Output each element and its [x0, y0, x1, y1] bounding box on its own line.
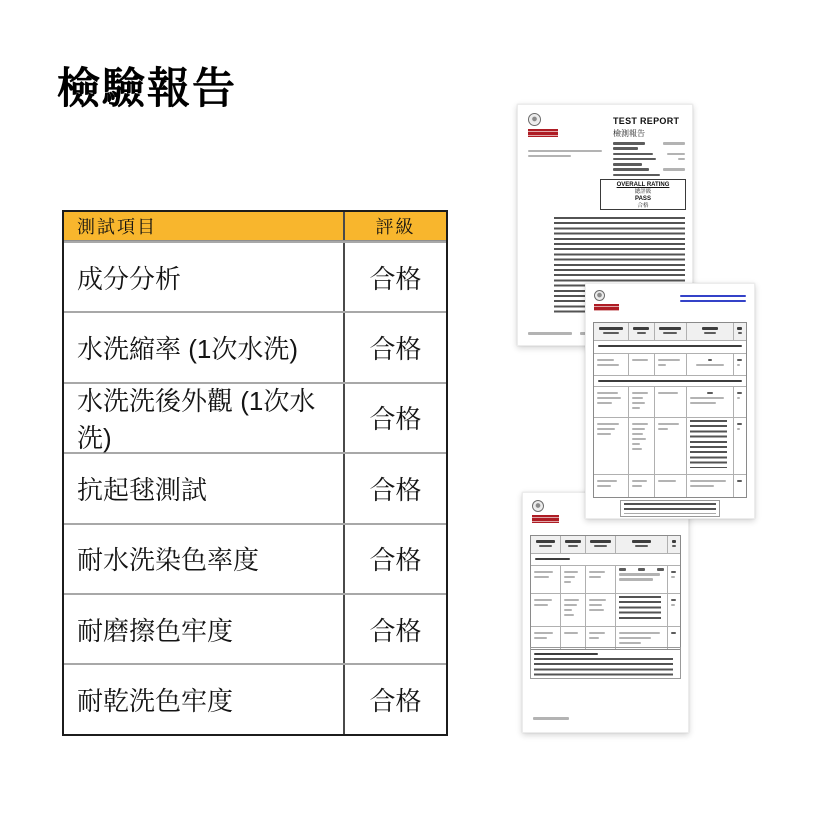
text-line — [565, 540, 581, 543]
text-line — [632, 423, 648, 426]
rating-cell: 合格 — [369, 686, 422, 717]
test-item-cell: 耐水洗染色率度 — [64, 525, 345, 593]
text-line — [680, 295, 746, 298]
text-line — [528, 155, 571, 158]
text-line — [690, 397, 724, 400]
column-header-rating: 評級 — [375, 217, 416, 237]
text-line — [564, 576, 575, 579]
overall-result-zh: 合格 — [637, 203, 649, 210]
text-line — [678, 158, 685, 161]
text-line — [613, 147, 638, 150]
text-line — [589, 632, 605, 635]
result-row — [594, 354, 746, 376]
text-line — [619, 637, 651, 640]
text-line — [638, 568, 645, 571]
section-label — [531, 554, 680, 566]
text-line — [603, 332, 618, 335]
text-line — [619, 642, 642, 645]
text-line — [564, 581, 571, 584]
text-line — [738, 332, 742, 335]
text-line — [632, 443, 640, 446]
table-row — [64, 382, 446, 452]
report-title-block — [613, 116, 679, 139]
test-results-table — [62, 210, 448, 736]
text-line — [534, 604, 548, 607]
text-lines — [534, 658, 673, 676]
text-line — [597, 433, 611, 436]
results-table — [530, 535, 681, 650]
text-line — [737, 397, 741, 400]
text-line — [632, 407, 640, 410]
text-lines — [624, 503, 717, 514]
text-line — [708, 359, 712, 362]
text-line — [737, 428, 741, 431]
text-line — [534, 576, 549, 579]
text-line — [599, 327, 623, 330]
test-item-cell: 水洗縮率 (1次水洗) — [64, 313, 345, 381]
text-line — [658, 392, 678, 395]
test-item-cell: 成分分析 — [64, 243, 345, 311]
text-line — [658, 359, 680, 362]
text-line — [619, 573, 660, 576]
text-line — [632, 359, 648, 362]
text-line — [632, 397, 643, 400]
text-line — [589, 637, 599, 640]
text-line — [534, 632, 553, 635]
table-row — [64, 452, 446, 522]
result-row — [531, 627, 680, 649]
table-row — [64, 241, 446, 311]
certifier-logo — [594, 290, 619, 311]
text-line — [613, 163, 642, 166]
test-item-cell: 耐乾洗色牢度 — [64, 665, 345, 733]
rating-cell: 合格 — [369, 334, 422, 365]
certifier-banner — [594, 304, 619, 311]
text-line — [690, 402, 716, 405]
text-line — [632, 438, 646, 441]
text-line — [633, 327, 649, 330]
rating-cell: 合格 — [369, 263, 422, 294]
text-line — [589, 576, 600, 579]
text-line — [672, 545, 676, 548]
results-table-header — [531, 536, 680, 554]
text-line — [613, 153, 653, 156]
text-line — [597, 397, 621, 400]
text-line — [597, 364, 619, 367]
result-row — [594, 475, 746, 497]
certifier-logo — [528, 113, 558, 137]
test-item-cell: 抗起毬測試 — [64, 454, 345, 522]
text-line — [589, 604, 602, 607]
text-line — [619, 578, 653, 581]
test-item-cell: 水洗洗後外觀 (1次水洗) — [64, 384, 345, 452]
page-title: 檢驗報告 — [57, 65, 237, 113]
text-line — [598, 345, 742, 348]
table-row — [64, 663, 446, 733]
text-line — [564, 632, 578, 635]
text-line — [536, 540, 555, 543]
certifier-logo — [532, 500, 559, 523]
text-line — [564, 614, 574, 617]
text-line — [632, 402, 645, 405]
text-line — [704, 332, 716, 335]
results-table-header — [594, 323, 746, 341]
text-line — [671, 576, 675, 579]
certifier-emblem-icon — [528, 113, 541, 126]
text-line — [737, 392, 742, 395]
result-row — [531, 594, 680, 627]
text-line — [663, 142, 685, 145]
text-line — [594, 545, 607, 548]
result-row — [594, 387, 746, 418]
overall-rating-label-zh: 總評級 — [634, 189, 652, 196]
report-title: TEST REPORT — [613, 116, 680, 126]
text-line — [564, 599, 580, 602]
overall-rating-label-en: OVERALL RATING — [616, 182, 670, 188]
result-row — [531, 566, 680, 594]
text-line — [659, 327, 681, 330]
text-line — [528, 332, 572, 335]
column-header-test-item: 測試項目 — [64, 212, 345, 240]
overall-rating-box — [600, 179, 686, 210]
overall-result-en: PASS — [635, 195, 651, 202]
text-line — [534, 571, 553, 574]
text-line — [597, 480, 617, 483]
text-line — [632, 433, 643, 436]
results-table — [593, 322, 747, 498]
text-line — [632, 392, 648, 395]
text-line — [535, 558, 570, 561]
text-line — [737, 480, 742, 483]
text-line — [597, 392, 618, 395]
text-line — [619, 568, 626, 571]
result-row — [594, 418, 746, 475]
summary-sub-table — [620, 500, 721, 517]
text-line — [613, 142, 645, 145]
text-line — [707, 392, 713, 395]
text-line — [690, 485, 714, 488]
report-ref-number — [680, 292, 746, 302]
text-line — [635, 545, 649, 548]
text-line — [680, 300, 746, 303]
text-line — [658, 428, 668, 431]
table-row — [64, 593, 446, 663]
text-line — [528, 150, 602, 153]
text-line — [589, 599, 606, 602]
text-line — [619, 632, 660, 635]
text-line — [690, 480, 726, 483]
report-footer — [533, 715, 573, 723]
text-line — [671, 632, 676, 635]
text-line — [564, 571, 579, 574]
text-line — [632, 485, 642, 488]
text-line — [658, 364, 667, 367]
text-line — [597, 428, 615, 431]
text-line — [632, 428, 645, 431]
text-line — [696, 364, 724, 367]
text-line — [597, 402, 612, 405]
text-line — [534, 599, 552, 602]
text-line — [632, 480, 647, 483]
text-line — [672, 540, 677, 543]
text-line — [737, 423, 742, 426]
text-line — [568, 545, 577, 548]
text-line — [637, 332, 646, 335]
section-label — [594, 376, 746, 387]
text-line — [702, 327, 718, 330]
text-line — [564, 604, 577, 607]
section-label — [594, 341, 746, 354]
text-line — [632, 540, 650, 543]
text-line — [737, 327, 742, 330]
text-line — [590, 540, 611, 543]
report-page-3 — [522, 492, 689, 733]
text-line — [737, 364, 741, 367]
text-line — [597, 485, 611, 488]
text-line — [671, 604, 675, 607]
rating-cell: 合格 — [369, 545, 422, 576]
text-line — [667, 153, 685, 156]
text-line — [597, 359, 614, 362]
notes-block — [530, 647, 681, 679]
text-line — [657, 568, 664, 571]
certifier-banner — [528, 129, 558, 137]
text-line — [671, 571, 676, 574]
text-line — [589, 571, 605, 574]
report-page-2 — [585, 283, 755, 519]
report-subtitle: 檢測報告 — [613, 129, 645, 138]
text-line — [539, 545, 552, 548]
text-line — [597, 423, 619, 426]
text-line — [613, 168, 649, 171]
table-row — [64, 311, 446, 381]
certifier-emblem-icon — [594, 290, 605, 301]
applicant-address-lines — [528, 147, 606, 160]
text-line — [534, 637, 547, 640]
rating-cell: 合格 — [369, 404, 422, 435]
text-line — [658, 480, 677, 483]
text-line — [632, 448, 642, 451]
text-line — [737, 359, 742, 362]
rating-cell: 合格 — [369, 474, 422, 505]
rating-cell: 合格 — [369, 615, 422, 646]
text-line — [533, 717, 569, 720]
text-line — [663, 332, 677, 335]
text-line — [671, 599, 676, 602]
text-line — [613, 158, 656, 161]
text-lines — [619, 596, 661, 620]
text-line — [663, 168, 685, 171]
test-item-cell: 耐磨擦色牢度 — [64, 595, 345, 663]
certifier-banner — [532, 515, 559, 523]
table-row — [64, 523, 446, 593]
text-line — [534, 653, 598, 656]
text-line — [658, 423, 679, 426]
text-line — [564, 609, 572, 612]
certifier-emblem-icon — [532, 500, 544, 512]
text-line — [598, 380, 742, 383]
text-line — [613, 174, 660, 177]
text-lines — [690, 420, 728, 468]
text-line — [589, 609, 604, 612]
table-header-row — [64, 212, 446, 241]
